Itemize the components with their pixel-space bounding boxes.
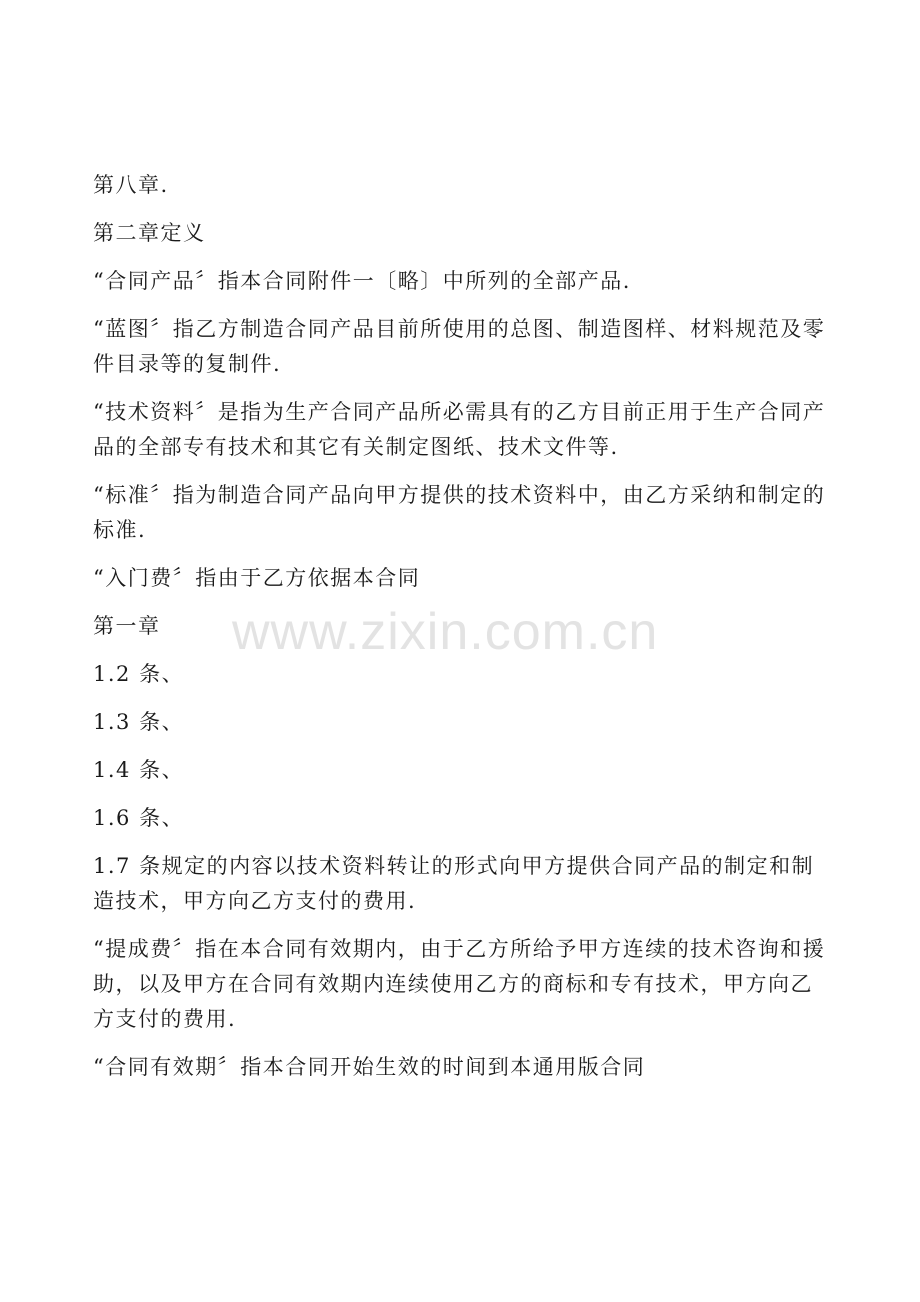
paragraph-clause-1-4: 1.4 条、 [93, 758, 185, 782]
paragraph-clause-1-7: 1.7 条规定的内容以技术资料转让的形式向甲方提供合同产品的制定和制造技术，甲方向乙方支付的费用. [93, 854, 815, 913]
paragraph-clause-1-3: 1.3 条、 [93, 710, 185, 734]
paragraph-contract-products: “合同产品〞指本合同附件一〔略〕中所列的全部产品. [93, 269, 631, 293]
paragraph-chapter-1: 第一章 [93, 614, 161, 638]
paragraph-blueprint: “蓝图〞指乙方制造合同产品目前所使用的总图、制造图样、材料规范及零件目录等的复制件. [93, 317, 826, 376]
watermark: www.zixin.com.cn [232, 603, 659, 661]
paragraph-clause-1-2: 1.2 条、 [93, 662, 185, 686]
paragraph-entry-fee: “入门费〞指由于乙方依据本合同 [93, 566, 421, 590]
paragraph-clause-1-6: 1.6 条、 [93, 806, 185, 830]
paragraph-royalty: “提成费〞指在本合同有效期内，由于乙方所给予甲方连续的技术咨询和援助，以及甲方在合同有效期内连续使用乙方的商标和专有技术，甲方向乙方支付的费用. [93, 937, 826, 1031]
paragraph-chapter-2-definitions: 第二章定义 [93, 221, 206, 245]
paragraph-chapter-8: 第八章. [93, 173, 169, 197]
paragraph-technical-data: “技术资料〞是指为生产合同产品所必需具有的乙方目前正用于生产合同产品的全部专有技术和其它有关制定图纸、技术文件等. [93, 400, 826, 459]
document-body [93, 168, 833, 1098]
paragraph-standard: “标准〞指为制造合同产品向甲方提供的技术资料中，由乙方采纳和制定的标准. [93, 483, 826, 542]
paragraph-validity-period: “合同有效期〞指本合同开始生效的时间到本通用版合同 [93, 1055, 646, 1079]
